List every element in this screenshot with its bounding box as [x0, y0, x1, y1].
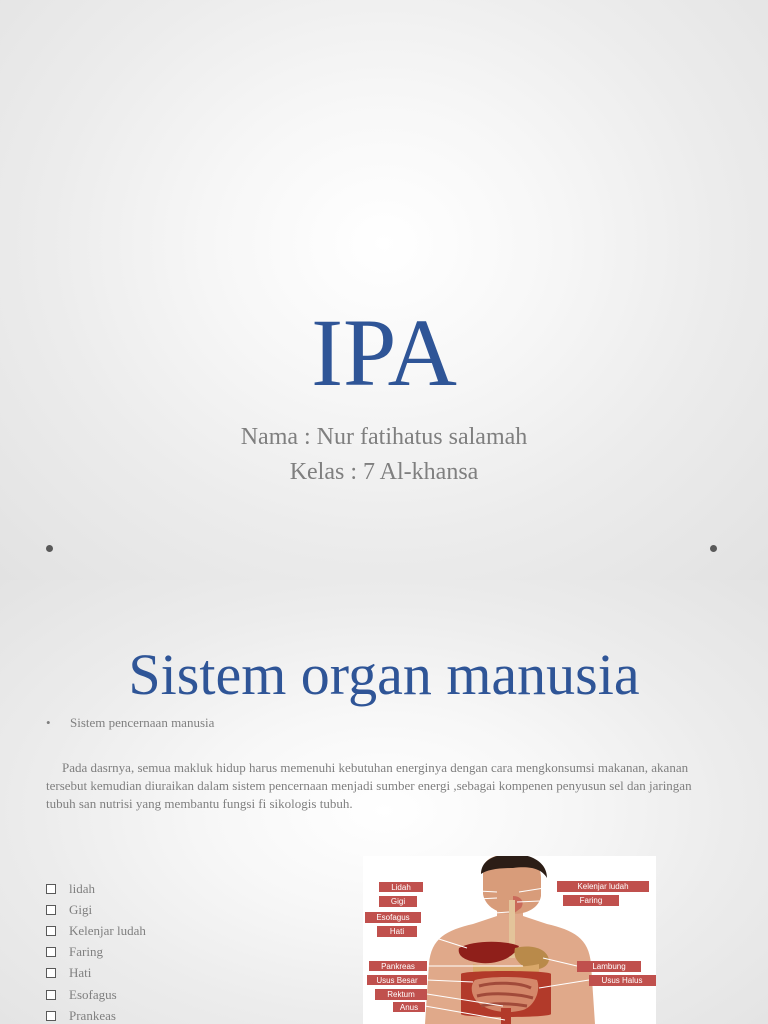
label-kelenjar-ludah [557, 881, 649, 892]
checkbox-square-icon [46, 990, 56, 1000]
bullet-item [46, 715, 214, 731]
svg-text:Pankreas: Pankreas [381, 962, 415, 971]
label-pankreas [369, 961, 427, 971]
svg-text:Usus Halus: Usus Halus [601, 976, 643, 985]
organ-label: Esofagus [69, 986, 117, 1002]
label-anus [393, 1002, 425, 1012]
checkbox-square-icon [46, 1011, 56, 1021]
svg-text:Usus Besar: Usus Besar [376, 976, 418, 985]
checkbox-square-icon [46, 926, 56, 936]
organ-label: lidah [69, 880, 95, 896]
svg-text:Lambung: Lambung [592, 962, 626, 971]
svg-text:Anus: Anus [399, 1003, 419, 1012]
list-item [46, 878, 146, 899]
organ-label: Gigi [69, 901, 93, 917]
intro-paragraph: Pada dasrnya, semua makluk hidup harus memenuhi kebutuhan energinya dengan cara mengkonsumsi makanan, akanan tersebut kemudian diuraikan dalam sistem pencernaan menjadi sumber energi ,sebagai kompenen penyusun sel dan jaringan tubuh san nutrisi yang membantu fungsi fi sikologis tubuh. [46, 760, 692, 811]
organ-label: Faring [69, 944, 103, 960]
student-name: Nama : Nur fatihatus salamah [240, 424, 528, 450]
label-rektum [375, 989, 427, 1000]
organ-label: Kelenjar ludah [69, 922, 146, 938]
checkbox-square-icon [46, 905, 56, 915]
list-item [46, 899, 146, 920]
label-hati [377, 926, 417, 937]
bullet-text: Sistem pencernaan manusia [70, 715, 215, 730]
svg-text:Faring: Faring [579, 896, 603, 905]
list-item [46, 920, 146, 941]
organ-label: Prankeas [69, 1007, 116, 1023]
list-item [46, 1005, 146, 1024]
label-esofagus [365, 912, 421, 923]
slide-corner-dot-right [710, 545, 717, 552]
label-faring [563, 895, 619, 906]
svg-text:Gigi: Gigi [390, 897, 406, 906]
organ-label: Hati [69, 965, 92, 981]
svg-text:Lidah: Lidah [391, 883, 411, 892]
checkbox-square-icon [46, 968, 56, 978]
label-usus-halus [589, 975, 656, 986]
svg-text:Rektum: Rektum [387, 990, 415, 999]
label-usus-besar [367, 975, 427, 985]
svg-text:Esofagus: Esofagus [376, 913, 410, 922]
slide-corner-dot-left [46, 545, 53, 552]
slide-title: IPA [311, 299, 457, 406]
bullet-dot-icon: • [46, 715, 51, 730]
content-slide [0, 580, 768, 1024]
checkbox-square-icon [46, 947, 56, 957]
student-class: Kelas : 7 Al-khansa [289, 459, 479, 485]
list-item [46, 984, 146, 1005]
organ-list [46, 878, 146, 1024]
label-gigi [379, 896, 417, 907]
checkbox-square-icon [46, 884, 56, 894]
list-item [46, 942, 146, 963]
svg-text:Kelenjar ludah: Kelenjar ludah [577, 882, 629, 891]
slide-title: Sistem organ manusia [128, 642, 640, 707]
label-lidah [379, 882, 423, 892]
svg-text:Hati: Hati [389, 927, 405, 936]
digestive-system-diagram [363, 856, 656, 1024]
list-item [46, 963, 146, 984]
label-lambung [577, 961, 641, 972]
